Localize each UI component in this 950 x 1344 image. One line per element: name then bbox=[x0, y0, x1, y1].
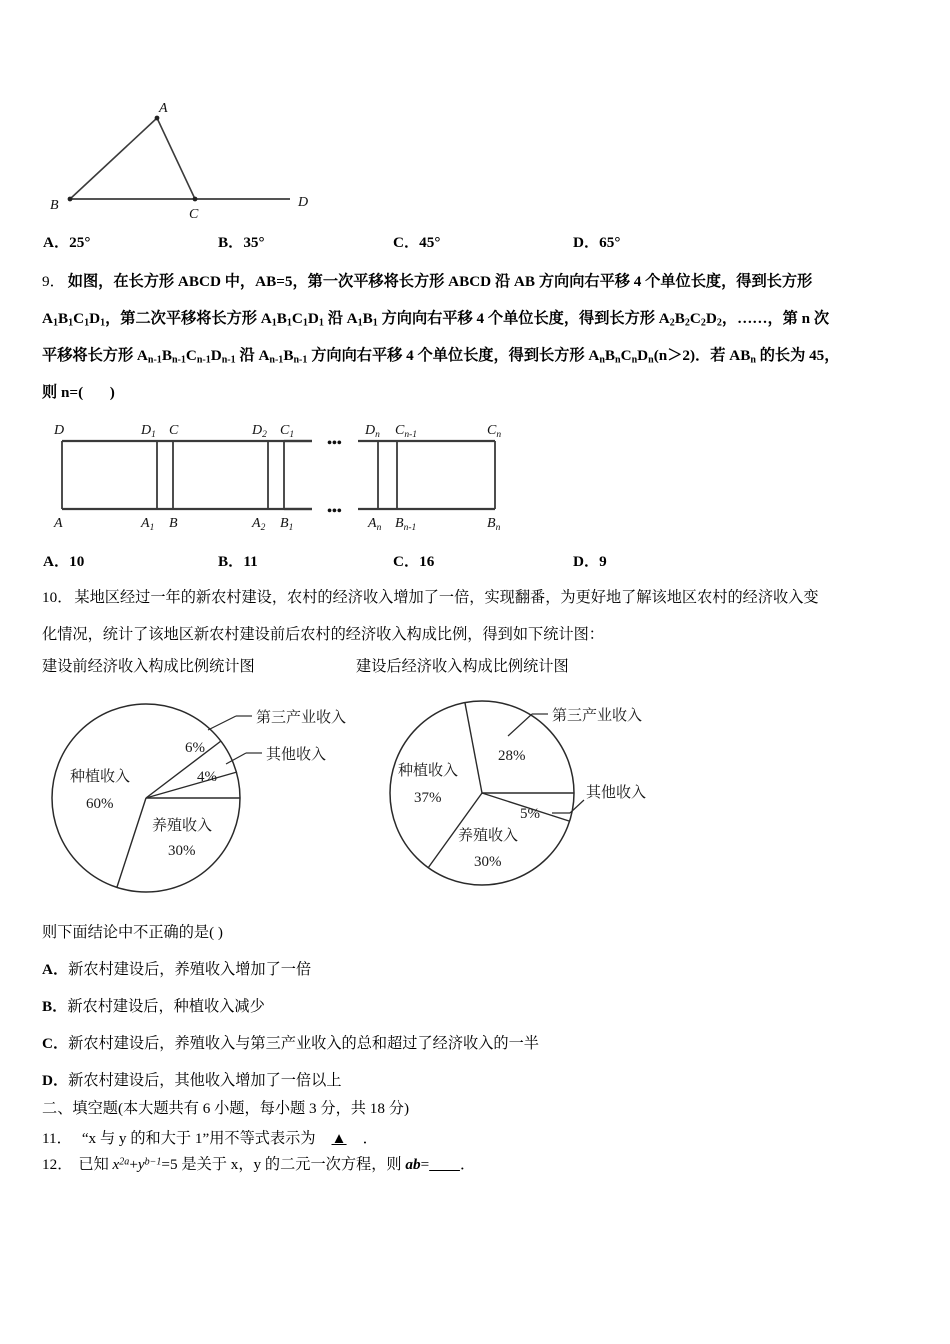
q8-choice-a-text: 25° bbox=[69, 234, 91, 251]
q11-number: 11． bbox=[42, 1130, 72, 1147]
q8-choices bbox=[43, 231, 923, 252]
q12-base-x: x bbox=[112, 1156, 120, 1173]
q9-statement-line-4: 则 n=( ) bbox=[42, 384, 115, 401]
q10-option-a[interactable] bbox=[42, 958, 311, 979]
q8-label-a: A bbox=[159, 101, 168, 116]
q9-choices bbox=[43, 550, 923, 571]
q10-statement-line-2: 化情况，统计了该地区新农村建设前后农村的经济收入构成比例，得到如下统计图： bbox=[42, 626, 604, 643]
q9-label-A: A bbox=[54, 516, 63, 531]
q8-choice-c[interactable] bbox=[393, 231, 573, 252]
pie2-label-breeding: 养殖收入 bbox=[458, 828, 519, 844]
q9-statement-line-2: $A_1B_1C_1D_1$，第二次平移将长方形 $A_1B_1C_1D_1$ 沿 $A_1B_1$ 方向向右平移 4 个单位长度，得到长方形 $A_2B_2C_2D_2$，……，第 n 次 bbox=[42, 310, 830, 329]
pie1-value-other: 4% bbox=[197, 769, 217, 785]
pie1-value-tertiary: 6% bbox=[185, 740, 205, 756]
q10-option-c-text: 新农村建设后，养殖收入与第三产业收入的总和超过了经济收入的一半 bbox=[68, 1035, 539, 1052]
pie1-label-breeding: 养殖收入 bbox=[152, 818, 213, 834]
q9-label-D2: $D_2$ bbox=[252, 423, 267, 440]
q8-choice-c-label: C． bbox=[393, 234, 420, 251]
q9-choice-c-label: C． bbox=[393, 553, 420, 570]
q9-choice-a[interactable] bbox=[43, 550, 218, 571]
q9-label-C1: $C_1$ bbox=[280, 423, 295, 440]
q12-answer-blank[interactable] bbox=[429, 1156, 460, 1173]
q9-label-Cn-1: $C_{n-1}$ bbox=[395, 423, 418, 440]
q11-line bbox=[42, 1127, 378, 1148]
q9-rectangles-figure bbox=[40, 415, 560, 535]
q9-choice-c-text: 16 bbox=[419, 553, 435, 570]
q9-label-A1: $A_1$ bbox=[141, 516, 155, 533]
q10-option-b[interactable] bbox=[42, 995, 265, 1016]
q12-number: 12． bbox=[42, 1156, 73, 1173]
q12-text-before: 已知 bbox=[78, 1156, 113, 1173]
pie2-label-planting: 种植收入 bbox=[398, 763, 459, 779]
q9-line1-text: 如图，在长方形 ABCD 中，AB=5，第一次平移将长方形 ABCD 沿 AB 方向向右平移 4 个单位长度，得到长方形 bbox=[67, 273, 813, 290]
pie2-value-other: 5% bbox=[520, 806, 540, 822]
q10-option-a-text: 新农村建设后，养殖收入增加了一倍 bbox=[68, 961, 312, 978]
q9-label-A2: $A_2$ bbox=[252, 516, 266, 533]
q9-label-Cn: $C_n$ bbox=[487, 423, 502, 440]
q8-choice-d[interactable] bbox=[573, 231, 743, 252]
pie2-value-planting: 37% bbox=[414, 790, 442, 806]
q12-period: ． bbox=[459, 1156, 476, 1173]
q9-statement-line-3: 平移将长方形 $A_{n-1}B_{n-1}C_{n-1}D_{n-1}$ 沿 $A_{n-1}B_{n-1}$ 方向向右平移 4 个单位长度，得到长方形 $A_nB_nC_nD_n(n>2)$．若 $AB_n$ 的长为 45， bbox=[42, 347, 840, 366]
q10-number: 10． bbox=[42, 589, 73, 606]
q8-label-c: C bbox=[189, 207, 199, 222]
pie2-value-tertiary: 28% bbox=[498, 748, 526, 764]
pie1-value-breeding: 30% bbox=[168, 843, 196, 859]
q9-label-Dn: $D_n$ bbox=[365, 423, 380, 440]
q11-answer-blank[interactable] bbox=[316, 1130, 363, 1147]
q11-text-before: “x 与 y 的和大于 1”用不等式表示为 bbox=[81, 1130, 316, 1147]
q12-ab: ab bbox=[405, 1156, 421, 1173]
q10-prompt: 则下面结论中不正确的是( ) bbox=[42, 924, 223, 941]
q9-number: 9． bbox=[42, 273, 65, 290]
q9-label-D1: $D_1$ bbox=[141, 423, 156, 440]
q8-triangle-figure bbox=[40, 92, 340, 222]
q12-text-mid: 是关于 x，y 的二元一次方程，则 bbox=[177, 1156, 406, 1173]
q10-option-b-text: 新农村建设后，种植收入减少 bbox=[67, 998, 265, 1015]
chart-left-title: 建设前经济收入构成比例统计图 bbox=[42, 658, 255, 675]
q9-label-An: $A_n$ bbox=[368, 516, 382, 533]
q11-text-after: ． bbox=[362, 1130, 378, 1147]
q8-choice-d-label: D． bbox=[573, 234, 600, 251]
q8-choice-b-label: B． bbox=[218, 234, 244, 251]
q11-blank-marker: ▲ bbox=[331, 1130, 347, 1147]
section2-heading: 二、填空题(本大题共有 6 小题，每小题 3 分，共 18 分) bbox=[42, 1100, 410, 1117]
q9-choice-a-label: A． bbox=[43, 553, 70, 570]
q9-choice-b[interactable] bbox=[218, 550, 393, 571]
q10-line1-text: 某地区经过一年的新农村建设，农村的经济收入增加了一倍，实现翻番，为更好地了解该地区农村的经济收入变 bbox=[74, 589, 819, 606]
q8-choice-b[interactable] bbox=[218, 231, 393, 252]
pie1-callout-tertiary: 第三产业收入 bbox=[256, 710, 347, 726]
q10-option-d-label: D． bbox=[42, 1072, 69, 1089]
q10-statement-line-1 bbox=[42, 586, 819, 607]
q12-exp-b1: b−1 bbox=[144, 1156, 162, 1168]
pie1-callout-other: 其他收入 bbox=[266, 747, 327, 763]
q9-label-Bn: $B_n$ bbox=[487, 516, 501, 533]
pie1-value-planting: 60% bbox=[86, 796, 114, 812]
q9-choice-b-label: B． bbox=[218, 553, 244, 570]
q12-expression bbox=[113, 1156, 178, 1173]
q9-choice-d[interactable] bbox=[573, 550, 743, 571]
q9-label-Bn-1: $B_{n-1}$ bbox=[395, 516, 417, 533]
q9-label-D: D bbox=[54, 423, 65, 438]
q9-choice-a-text: 10 bbox=[69, 553, 85, 570]
q9-label-B1: $B_1$ bbox=[280, 516, 294, 533]
q10-option-c-label: C． bbox=[42, 1035, 69, 1052]
q9-choice-d-label: D． bbox=[573, 553, 600, 570]
q9-choice-c[interactable] bbox=[393, 550, 573, 571]
q10-option-d-text: 新农村建设后，其他收入增加了一倍以上 bbox=[68, 1072, 342, 1089]
q9-ellipsis-top: ••• bbox=[327, 436, 342, 451]
q12-plus: + bbox=[129, 1156, 138, 1173]
pie2-value-breeding: 30% bbox=[474, 854, 502, 870]
q8-label-d: D bbox=[298, 195, 309, 210]
q10-option-a-label: A． bbox=[42, 961, 69, 978]
q9-choice-b-text: 11 bbox=[243, 553, 258, 570]
q12-eq: = bbox=[420, 1156, 430, 1173]
q12-line bbox=[42, 1153, 475, 1174]
q10-option-d[interactable] bbox=[42, 1069, 342, 1090]
q9-statement-line-1 bbox=[42, 270, 812, 291]
pie2-callout-tertiary: 第三产业收入 bbox=[552, 708, 643, 724]
chart-right-title: 建设后经济收入构成比例统计图 bbox=[356, 658, 569, 675]
pie-chart-before bbox=[40, 690, 380, 905]
q9-ellipsis-bottom: ••• bbox=[327, 504, 342, 519]
pie-chart-after bbox=[380, 690, 720, 905]
q9-label-B: B bbox=[169, 516, 178, 531]
q8-label-b: B bbox=[50, 198, 59, 213]
q8-choice-b-text: 35° bbox=[243, 234, 265, 251]
q8-choice-a[interactable] bbox=[43, 231, 218, 252]
q8-choice-c-text: 45° bbox=[419, 234, 441, 251]
pie1-label-planting: 种植收入 bbox=[70, 769, 131, 785]
q9-label-C: C bbox=[169, 423, 179, 438]
q8-choice-a-label: A． bbox=[43, 234, 70, 251]
q8-choice-d-text: 65° bbox=[599, 234, 621, 251]
q10-option-b-label: B． bbox=[42, 998, 68, 1015]
q12-equals-5: =5 bbox=[161, 1156, 178, 1173]
q12-base-y: y bbox=[137, 1156, 145, 1173]
pie2-callout-other: 其他收入 bbox=[586, 785, 647, 801]
q9-choice-d-text: 9 bbox=[599, 553, 607, 570]
q12-exp-2a: 2a bbox=[119, 1156, 130, 1168]
q10-option-c[interactable] bbox=[42, 1032, 539, 1053]
